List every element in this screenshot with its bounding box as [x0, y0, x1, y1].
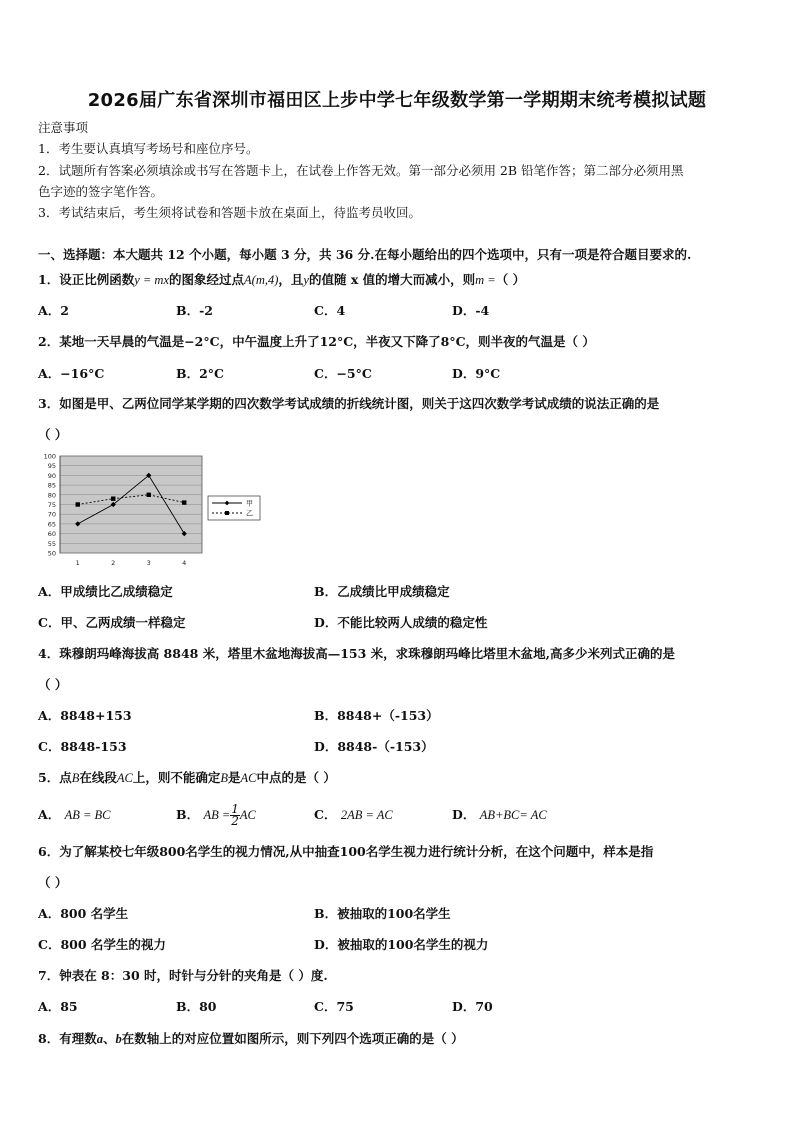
- q5-option-d-formula: AB+BC= AC: [479, 808, 547, 822]
- fraction-numerator: 1: [231, 802, 239, 816]
- section-heading: 一、选择题：本大题共 12 个小题，每小题 3 分，共 36 分.在每小题给出的四个选项中，只有一项是符合题目要求的.: [38, 247, 692, 262]
- legend-marker-square: [225, 511, 229, 515]
- q5-formula-4: AC: [240, 771, 257, 785]
- notice-item-2: 2．试题所有答案必须填涂或书写在答题卡上，在试卷上作答无效。第一部分必须用 2B 铅笔作答；第二部分必须用黑: [38, 163, 684, 178]
- q1-option-a: A．2: [38, 303, 69, 318]
- y-tick-label: 80: [47, 491, 56, 500]
- data-point-square: [147, 493, 151, 497]
- q8-var-a: a: [96, 1032, 103, 1046]
- q5-option-d: [452, 807, 547, 823]
- q5-option-b-right: AC: [239, 808, 256, 822]
- q3-option-a: A．甲成绩比乙成绩稳定: [38, 584, 173, 599]
- q4-option-d: D．8848-（-153）: [314, 739, 434, 754]
- fraction-denominator: 2: [231, 814, 239, 828]
- q6-option-d: D．被抽取的100名学生的视力: [314, 937, 489, 952]
- q2-option-a: A．−16°C: [38, 366, 105, 381]
- q5-option-c: [314, 807, 393, 823]
- q5-text-3: 上，则不能确定: [132, 770, 221, 785]
- page-title: 2026届广东省深圳市福田区上步中学七年级数学第一学期期末统考模拟试题: [87, 90, 707, 111]
- q8-var-b: b: [115, 1032, 122, 1046]
- q4-option-c: C．8848-153: [38, 739, 127, 754]
- q6-option-c: C．800 名学生的视力: [38, 937, 166, 952]
- q5-text-1: 5．点: [38, 770, 72, 785]
- q2-option-b: B．2°C: [176, 366, 224, 381]
- x-tick-label: 2: [111, 559, 116, 567]
- q6-option-b: B．被抽取的100名学生: [314, 906, 451, 921]
- data-point-square: [111, 496, 115, 500]
- q1-option-c: C．4: [314, 303, 346, 318]
- question-8: [38, 1031, 464, 1047]
- q2-option-c: C．−5°C: [314, 366, 372, 381]
- y-tick-label: 100: [43, 452, 56, 461]
- question-3-paren: （ ）: [38, 427, 68, 442]
- q5-formula-3: B: [220, 771, 228, 785]
- q3-option-b: B．乙成绩比甲成绩稳定: [314, 584, 450, 599]
- q1-text-2: 的图象经过点: [169, 272, 245, 287]
- question-6: 6．为了解某校七年级800名学生的视力情况,从中抽查100名学生视力进行统计分析，在这个问题中，样本是指: [38, 844, 654, 859]
- q5-option-b: [176, 799, 256, 831]
- q1-text-4: 的值随 x 值的增大而减小，则: [308, 272, 476, 287]
- x-tick-label: 1: [75, 559, 80, 567]
- q5-option-b-left: AB =: [203, 808, 231, 822]
- question-5: [38, 770, 336, 786]
- notice-item-3: 3．考试结束后，考生须将试卷和答题卡放在桌面上，待监考员收回。: [38, 205, 421, 220]
- question-6-paren: （ ）: [38, 875, 68, 890]
- q1-text-1: 1．设正比例函数: [38, 272, 135, 287]
- q3-option-d: D．不能比较两人成绩的稳定性: [314, 615, 488, 630]
- score-line-chart: [30, 452, 290, 574]
- y-tick-label: 65: [47, 520, 56, 529]
- q5-option-c-label: C．: [314, 807, 337, 822]
- q5-option-a: [38, 807, 111, 823]
- q1-text-5: （ ）: [495, 272, 526, 287]
- q8-text-1: 8．有理数: [38, 1031, 97, 1046]
- q8-text-3: 在数轴上的对应位置如图所示，则下列四个选项正确的是（ ）: [121, 1031, 464, 1046]
- q5-option-c-formula: 2AB = AC: [340, 808, 393, 822]
- y-tick-label: 70: [47, 510, 56, 519]
- q1-text-3: ，且: [278, 272, 304, 287]
- notice-item-1: 1．考生要认真填写考场号和座位序号。: [38, 141, 259, 156]
- question-1: [38, 272, 525, 288]
- data-point-square: [76, 502, 80, 506]
- q5-option-a-label: A．: [38, 807, 61, 822]
- q1-formula-4: m =: [475, 273, 496, 287]
- question-4: 4．珠穆朗玛峰海拔高 8848 米，塔里木盆地海拔高—153 米，求珠穆朗玛峰比塔里木盆地,高多少米列式正确的是: [38, 646, 675, 661]
- q6-option-a: A．800 名学生: [38, 906, 129, 921]
- q7-option-b: B．80: [176, 999, 217, 1014]
- y-tick-label: 85: [47, 481, 56, 490]
- q4-option-a: A．8848+153: [38, 708, 132, 723]
- q1-option-d: D．-4: [452, 303, 490, 318]
- y-tick-label: 60: [47, 530, 56, 539]
- legend-label-1: 甲: [246, 499, 253, 508]
- y-tick-label: 95: [47, 462, 56, 471]
- q7-option-a: A．85: [38, 999, 78, 1014]
- x-tick-label: 3: [146, 559, 151, 567]
- y-tick-label: 90: [47, 471, 56, 480]
- q5-option-b-fraction: [230, 804, 240, 827]
- question-4-paren: （ ）: [38, 677, 68, 692]
- q7-option-c: C．75: [314, 999, 354, 1014]
- q5-option-a-formula: AB = BC: [64, 808, 111, 822]
- legend-label-2: 乙: [246, 509, 253, 518]
- notice-heading: 注意事项: [38, 120, 89, 135]
- q1-formula-2: A(m,4): [244, 273, 279, 287]
- y-tick-label: 55: [47, 539, 56, 548]
- question-3: 3．如图是甲、乙两位同学某学期的四次数学考试成绩的折线统计图，则关于这四次数学考试成绩的说法正确的是: [38, 396, 660, 411]
- q7-option-d: D．70: [452, 999, 493, 1014]
- q5-formula-1: B: [71, 771, 80, 785]
- q5-text-2: 在线段: [79, 770, 117, 785]
- notice-item-2-cont: 色字迹的签字笔作答。: [38, 184, 164, 199]
- q1-option-b: B．-2: [176, 303, 213, 318]
- q1-formula-1: y = mx: [134, 273, 170, 287]
- question-2: 2．某地一天早晨的气温是−2°C，中午温度上升了12°C，半夜又下降了8°C，则半夜的气温是（ ）: [38, 334, 595, 349]
- q5-text-5: 中点的是（ ）: [256, 770, 336, 785]
- x-tick-label: 4: [182, 559, 187, 567]
- q1-formula-3: y: [303, 273, 309, 287]
- question-7: 7．钟表在 8：30 时，时针与分针的夹角是（ ）度.: [38, 968, 328, 983]
- y-tick-label: 50: [47, 549, 56, 558]
- q5-option-b-label: B．: [176, 807, 200, 822]
- q8-text-2: 、: [102, 1031, 116, 1046]
- data-point-square: [182, 500, 186, 504]
- q5-option-d-label: D．: [452, 807, 476, 822]
- y-tick-label: 75: [47, 501, 56, 509]
- q5-formula-2: AC: [116, 771, 133, 785]
- q5-text-4: 是: [228, 770, 241, 785]
- q3-option-c: C．甲、乙两成绩一样稳定: [38, 615, 186, 630]
- q4-option-b: B．8848+（-153）: [314, 708, 439, 723]
- q2-option-d: D．9°C: [452, 366, 501, 381]
